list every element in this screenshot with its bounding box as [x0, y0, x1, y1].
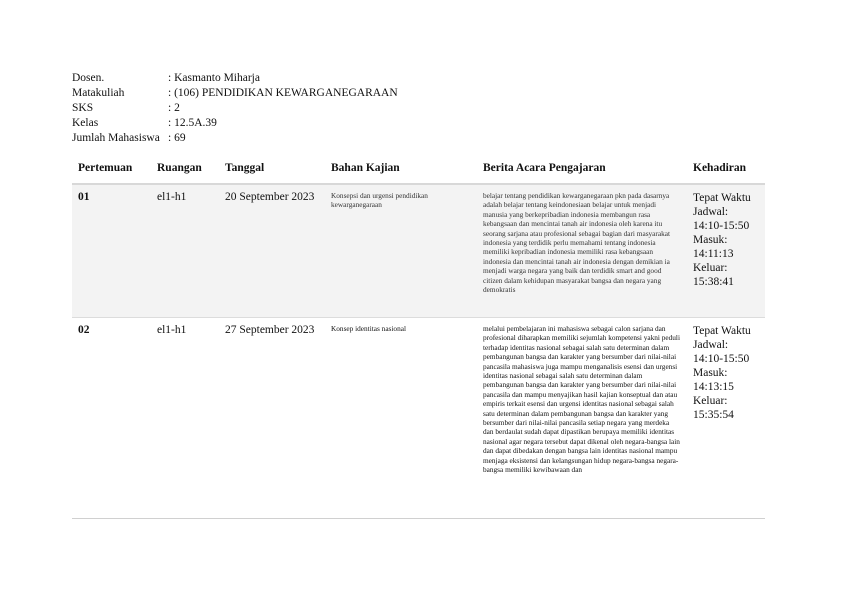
info-row-sks [72, 101, 398, 116]
check-in-value: 14:13:15 [693, 381, 734, 393]
cell-bahan-kajian: Konsepsi dan urgensi pendidikan kewarganegaraan [325, 184, 477, 318]
cell-pertemuan: 02 [72, 318, 151, 519]
info-value: : 69 [168, 132, 186, 144]
info-row-kelas [72, 116, 398, 131]
schedule-label: Jadwal: [693, 206, 729, 218]
info-label: Matakuliah [72, 87, 125, 99]
header-kehadiran: Kehadiran [687, 153, 765, 184]
info-label: Dosen. [72, 72, 105, 84]
cell-berita-acara: belajar tentang pendidikan kewarganegaraan pkn pada dasarnya adalah belajar tentang keindonesiaan belajar untuk menjadi manusia yang berkepribadian indonesia membangun rasa kebangsaan dan mencintai tanah air indonesia oleh karena itu seorang sarjana atau profesional sebagai bagian dari masyarakat indonesia yang terdidik perlu memahami tentang indonesia memiliki kepribadian indonesia memiliki rasa kebangsaan indonesia dan mencintai tanah air indonesia dengan demikian ia menjadi warga negara yang baik dan terdidik smart and good citizen dalam kehidupan masyarakat bangsa dan negara yang demokratis [477, 184, 687, 318]
schedule-label: Jadwal: [693, 339, 729, 351]
info-row-dosen [72, 71, 398, 86]
cell-tanggal: 20 September 2023 [219, 184, 325, 318]
info-value: : 12.5A.39 [168, 117, 217, 129]
cell-ruangan: el1-h1 [151, 318, 219, 519]
info-value: : 2 [168, 102, 180, 114]
header-pertemuan: Pertemuan [72, 153, 151, 184]
table-row [72, 318, 765, 519]
attendance-table [72, 153, 765, 519]
attendance-table-wrapper [72, 153, 765, 519]
header-berita-acara: Berita Acara Pengajaran [477, 153, 687, 184]
info-value: : (106) PENDIDIKAN KEWARGANEGARAAN [168, 87, 398, 99]
cell-pertemuan: 01 [72, 184, 151, 318]
info-label: Kelas [72, 117, 99, 129]
info-label: SKS [72, 102, 94, 114]
check-out-value: 15:38:41 [693, 276, 734, 288]
header-ruangan: Ruangan [151, 153, 219, 184]
schedule-value: 14:10-15:50 [693, 220, 750, 232]
check-out-label: Keluar: [693, 395, 728, 407]
schedule-value: 14:10-15:50 [693, 353, 750, 365]
info-row-jumlah-mahasiswa [72, 131, 398, 146]
cell-bahan-kajian: Konsep identitas nasional [325, 318, 477, 519]
table-row [72, 184, 765, 318]
check-in-value: 14:11:13 [693, 248, 734, 260]
header-tanggal: Tanggal [219, 153, 325, 184]
info-row-matakuliah [72, 86, 398, 101]
info-label: Jumlah Mahasiswa [72, 132, 160, 144]
cell-kehadiran [687, 184, 765, 318]
info-value: : Kasmanto Miharja [168, 72, 260, 84]
check-in-label: Masuk: [693, 367, 728, 379]
attendance-status: Tepat Waktu [693, 192, 751, 204]
cell-kehadiran [687, 318, 765, 519]
attendance-status: Tepat Waktu [693, 325, 751, 337]
check-out-label: Keluar: [693, 262, 728, 274]
check-in-label: Masuk: [693, 234, 728, 246]
check-out-value: 15:35:54 [693, 409, 734, 421]
table-header-row [72, 153, 765, 184]
cell-berita-acara: melalui pembelajaran ini mahasiswa sebagai calon sarjana dan profesional diharapkan memiliki sejumlah kompetensi yakni peduli terhadap identitas nasional sebagai salah satu determinan dalam pembangunan bangsa dan karakter yang bersumber dari nilai-nilai pancasila mahasiswa juga mampu menganalisis esensi dan urgensi identitas nasional sebagai salah satu determinan dalam pembangunan bangsa dan karakter yang bersumber dari nilai-nilai pancasila dan mampu menyajikan hasil kajian konseptual dan atau empiris terkait esensi dan urgensi identitas nasional sebagai salah satu determinan dalam pembangunan bangsa dan karakter yang bersumber dari nilai-nilai pancasila setiap negara yang merdeka dan berdaulat sudah dapat dipastikan berupaya memiliki identitas nasional agar negara tersebut dapat dikenal oleh negara-bangsa lain dan dapat dibedakan dengan bangsa lain identitas nasional mampu menjaga eksistensi dan kelangsungan hidup negara-bangsa negara-bangsa memiliki kewibawaan dan [477, 318, 687, 519]
header-bahan-kajian: Bahan Kajian [325, 153, 477, 184]
cell-ruangan: el1-h1 [151, 184, 219, 318]
cell-tanggal: 27 September 2023 [219, 318, 325, 519]
course-info [72, 71, 398, 146]
